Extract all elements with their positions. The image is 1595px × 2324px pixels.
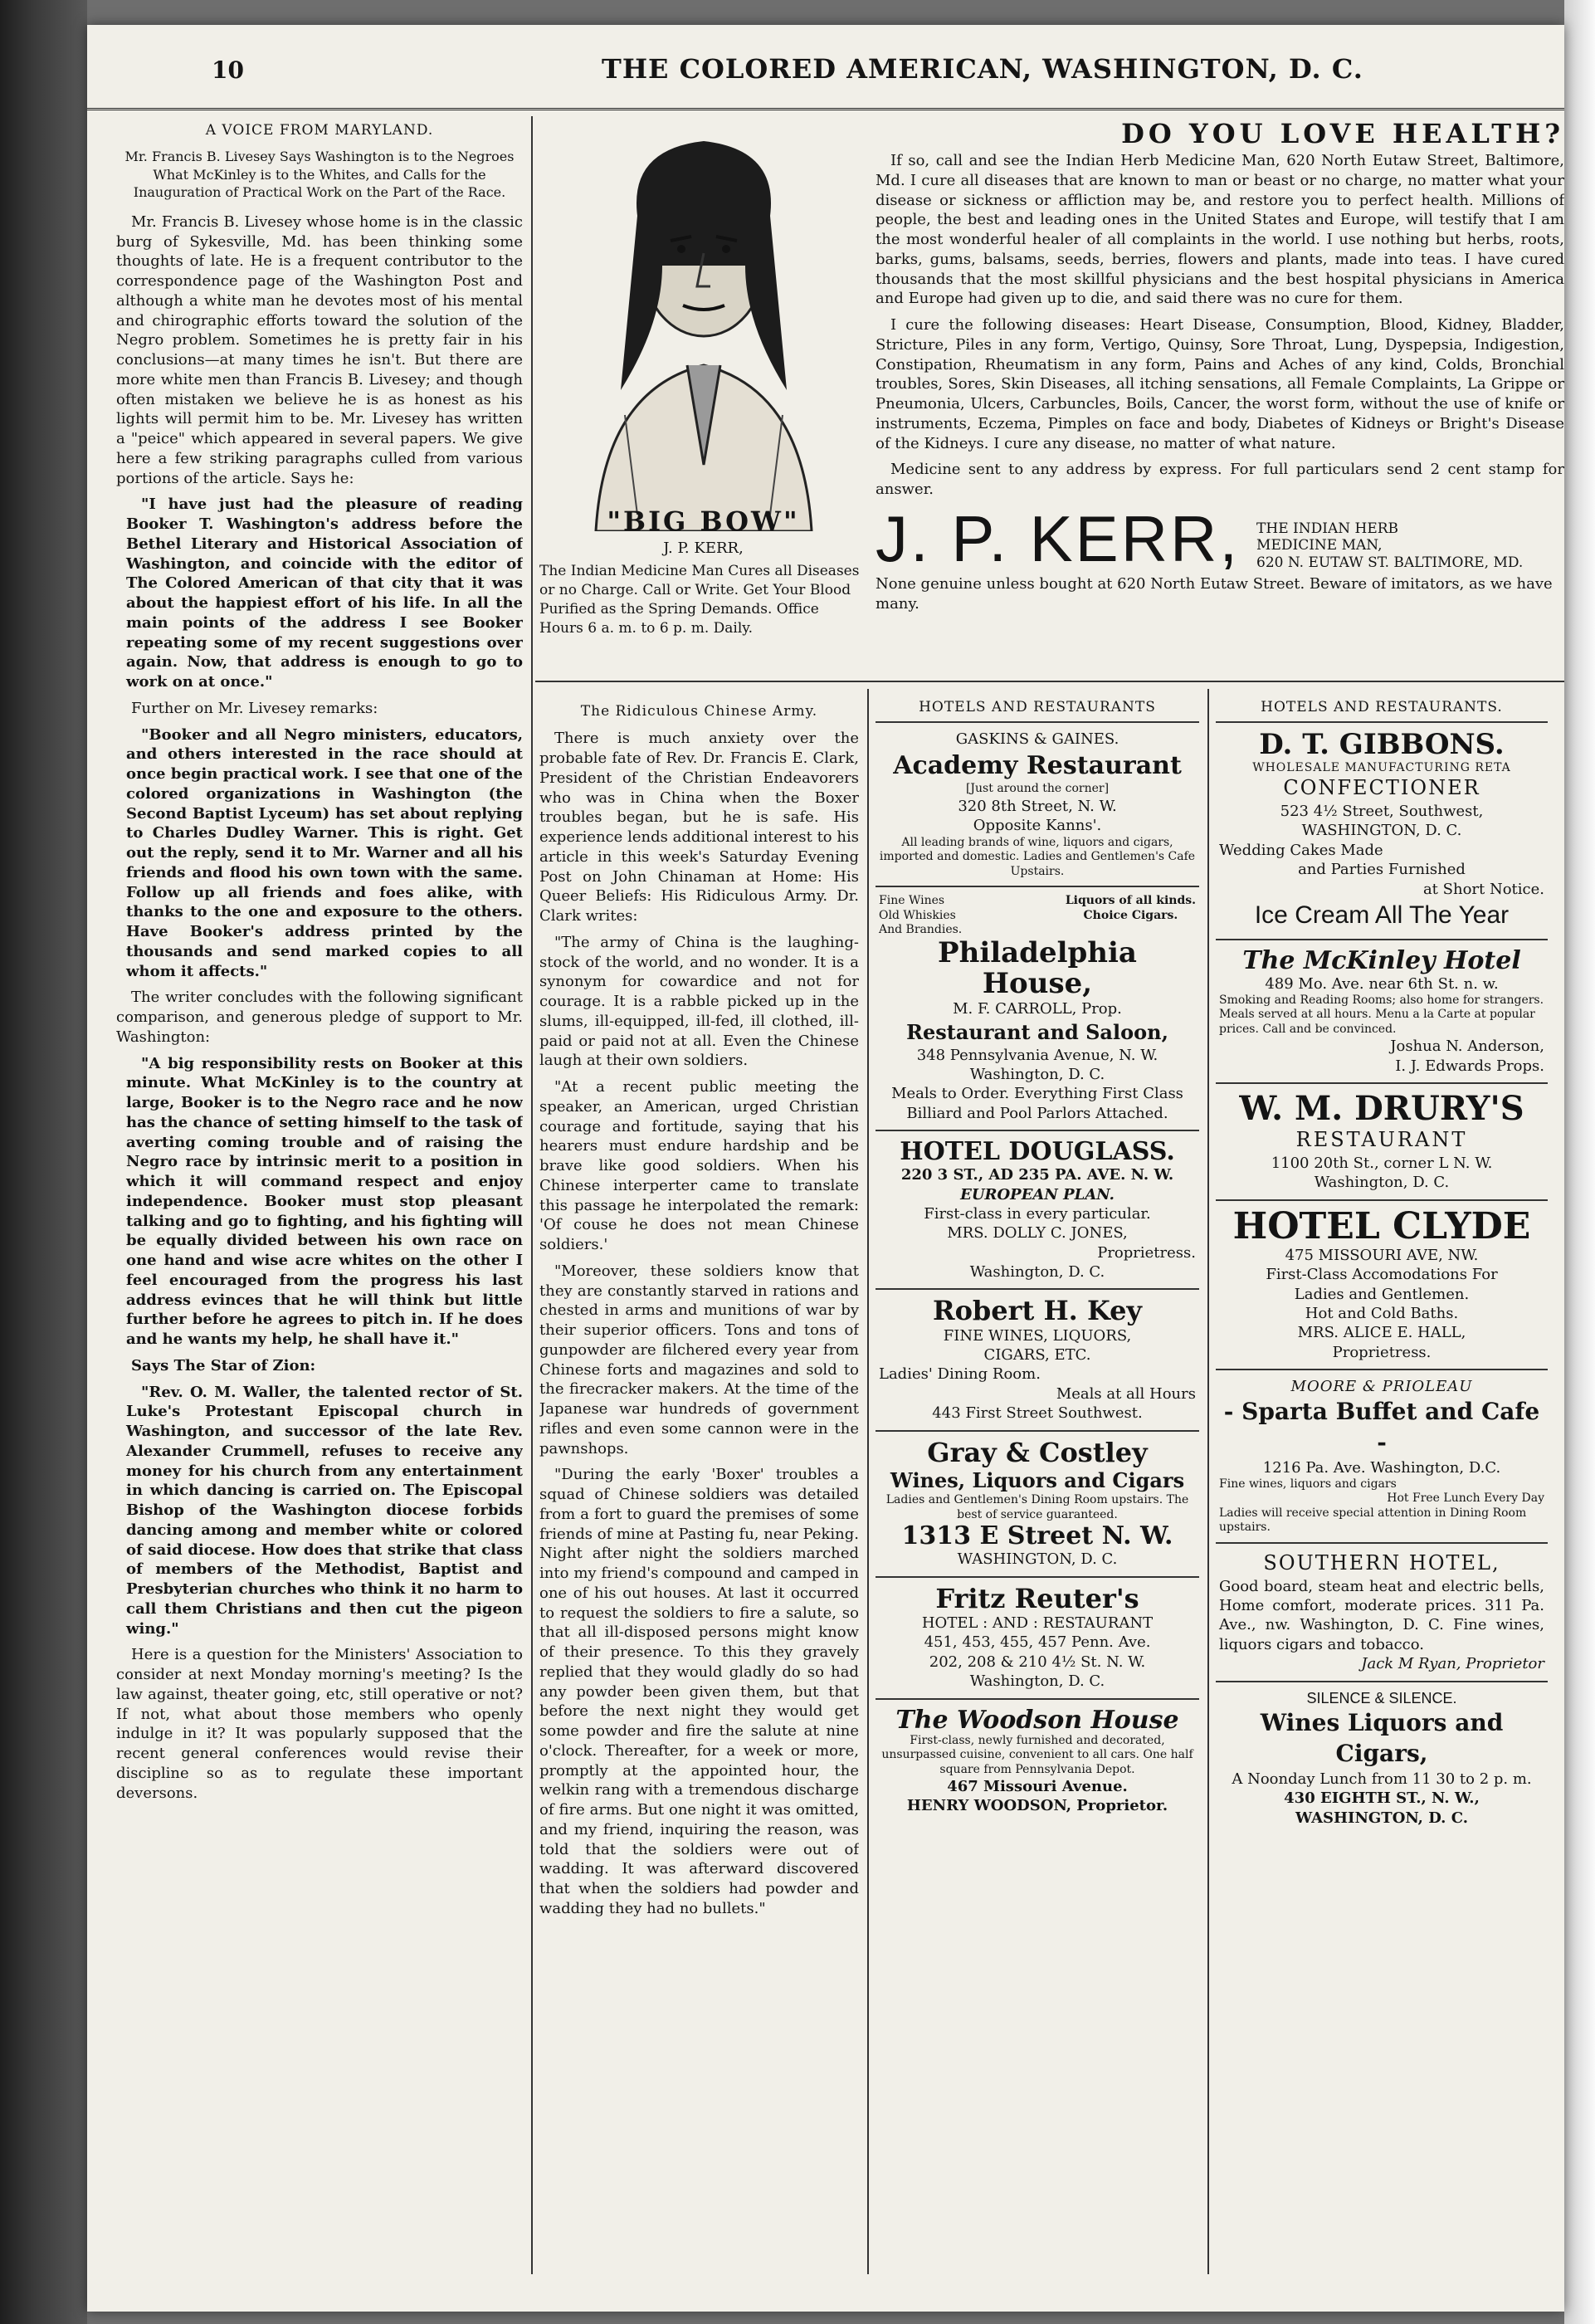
portrait-name: J. P. KERR, bbox=[663, 539, 744, 557]
ad-silence-silence bbox=[1216, 1682, 1548, 1834]
ad-sparta-buffet bbox=[1216, 1370, 1548, 1544]
ad-line: MRS. ALICE E. HALL, bbox=[1297, 1324, 1466, 1342]
ad-gray-costley bbox=[876, 1432, 1199, 1578]
ad-southern-hotel bbox=[1216, 1544, 1548, 1682]
ad-line: Liquors of all kinds. bbox=[1065, 894, 1196, 908]
ad-line: All leading brands of wine, liquors and cigars, imported and domestic. Ladies and Gentlemen's Cafe Upstairs. bbox=[879, 835, 1196, 878]
ad-title: MEDICINE MAN, bbox=[1256, 537, 1383, 554]
article-subheading: Mr. Francis B. Livesey Says Washington is to the Negroes What McKinley is to the Whites, and Calls for the Inauguration of Practical Work on the Part of the Race. bbox=[124, 149, 515, 200]
ad-line: Ladies' Dining Room. bbox=[879, 1365, 1041, 1384]
ad-mckinley-hotel bbox=[1216, 940, 1548, 1085]
ad-line: Fine wines, liquors and cigars bbox=[1219, 1477, 1397, 1491]
paragraph: The writer concludes with the following significant comparison, and generous pledge of support to Mr. Washington: bbox=[116, 989, 523, 1046]
ad-address: 620 N. EUTAW ST. BALTIMORE, MD. bbox=[1256, 554, 1524, 571]
ad-line: HENRY WOODSON, Proprietor. bbox=[906, 1797, 1168, 1815]
ad-name: Fritz Reuter's bbox=[935, 1582, 1139, 1614]
ad-line: Hot and Cold Baths. bbox=[1305, 1305, 1459, 1323]
ad-name-large: J. P. KERR, bbox=[876, 501, 1241, 575]
ad-line: 475 MISSOURI AVE, NW. bbox=[1285, 1246, 1479, 1264]
column-rule bbox=[867, 689, 869, 2274]
paragraph: "Moreover, these soldiers know that they are constantly starved in rations and chested in arms and munitions of war by their superior officers. Tons and tons of gunpowder are filchered every year from Chinese forts and magazines and sold to the firecracker makers. At the time of the Japanese war hundreds of government rifles and even some cannon were in the pawnshops. bbox=[539, 1262, 859, 1457]
column-rule bbox=[1207, 689, 1209, 2274]
ad-line: Wines, Liquors and Cigars bbox=[890, 1467, 1185, 1492]
ad-line: A Noonday Lunch from 11 30 to 2 p. m. bbox=[1232, 1770, 1532, 1788]
ad-line: Washington, D. C. bbox=[969, 1065, 1105, 1083]
ad-line: 1313 E Street N. W. bbox=[901, 1521, 1173, 1551]
ad-line: Smoking and Reading Rooms; also home for strangers. Meals served at all hours. Menu a la Carte at popular prices. Call and be convinced. bbox=[1219, 993, 1544, 1036]
ad-line: Choice Cigars. bbox=[1083, 908, 1178, 922]
ad-hotel-douglass bbox=[876, 1131, 1199, 1290]
ad-title: THE INDIAN HERB bbox=[1256, 520, 1399, 537]
ad-line: Ladies and Gentlemen's Dining Room upstairs. The best of service guaranteed. bbox=[885, 1493, 1189, 1521]
ad-name: HOTEL DOUGLASS. bbox=[900, 1137, 1175, 1167]
ad-line: Jack M Ryan, Proprietor bbox=[1361, 1655, 1544, 1673]
ad-line: Good board, steam heat and electric bells, Home comfort, moderate prices. 311 Pa. Ave., nw. Washington, D. C. Fine wines, liquors cigars and tobacco. bbox=[1219, 1577, 1544, 1653]
paragraph: "A big responsibility rests on Booker at this minute. What McKinley is to the country at large, Booker is to the Negro race and he now has the chance of setting himself to the task of averting coming trouble and of raising the Negro race by intrinsic merit to a position in which it will command respect and enjoy independence. Booker must stop pleasant talking and go to fighting, and his fighting will be equally divided between his own race on one hand and wise acre whites on the other I feel encouraged from the progress his last address evinces that he will think but little further before he agrees to pitch in. If he does and he wants my help, he shall have it." bbox=[126, 1054, 523, 1349]
ad-line: 1100 20th St., corner L N. W. bbox=[1271, 1154, 1493, 1172]
ad-name: HOTEL CLYDE bbox=[1232, 1204, 1531, 1247]
ad-gibbons-confectioner bbox=[1216, 723, 1548, 940]
portrait-caption: "BIG BOW" bbox=[607, 505, 800, 537]
ad-line: 220 3 ST., AD 235 PA. AVE. N. W. bbox=[900, 1166, 1174, 1184]
ad-line: 467 Missouri Avenue. bbox=[947, 1778, 1128, 1796]
ad-line: 451, 453, 455, 457 Penn. Ave. bbox=[924, 1633, 1151, 1652]
ad-line: 1216 Pa. Ave. Washington, D.C. bbox=[1262, 1458, 1501, 1477]
ad-line: WASHINGTON, D. C. bbox=[1301, 822, 1462, 840]
paragraph: Further on Mr. Livesey remarks: bbox=[131, 699, 378, 717]
ad-name: Wines Liquors and Cigars, bbox=[1260, 1708, 1504, 1767]
ad-name: SOUTHERN HOTEL, bbox=[1263, 1550, 1500, 1575]
ad-line: First-class in every particular. bbox=[924, 1204, 1151, 1223]
portrait-blurb: The Indian Medicine Man Cures all Diseases or no Charge. Call or Write. Get Your Blood Purified as the Spring Demands. Office Hours 6 a. m. to 6 p. m. Daily. bbox=[539, 562, 860, 637]
paragraph: "Booker and all Negro ministers, educators, and others interested in the race should at once begin practical work. I see that one of the colored organizations in Washington (the Second Baptist Lyceum) has set about replying to Charles Dudley Warner. This is right. Get out the reply, send it to Mr. Warner and all his friends and flood his own town with the same. Follow up all friends and foes alike, with thanks to the one and exposure to the others. Have Booker's address printed by the thousands and send marked copies to all whom it affects." bbox=[126, 725, 523, 980]
portrait-block bbox=[539, 116, 867, 672]
ad-line: Ice Cream All The Year bbox=[1254, 901, 1510, 929]
ad-line: Meals at all Hours bbox=[1056, 1384, 1196, 1403]
ad-line: EUROPEAN PLAN. bbox=[960, 1185, 1115, 1204]
ad-line: Old Whiskies bbox=[879, 908, 956, 922]
page-number: 10 bbox=[212, 56, 244, 84]
ad-line: 320 8th Street, N. W. bbox=[958, 797, 1117, 815]
ad-line: GASKINS & GAINES. bbox=[955, 730, 1119, 749]
ad-line: Meals to Order. Everything First Class bbox=[891, 1085, 1183, 1103]
ad-name: The Woodson House bbox=[895, 1705, 1179, 1735]
ad-line: And Brandies. bbox=[879, 923, 963, 937]
ad-hotel-clyde bbox=[1216, 1201, 1548, 1371]
ad-footer: None genuine unless bought at 620 North Eutaw Street. Beware of imitators, as we have many. bbox=[876, 574, 1553, 613]
ads-column-4 bbox=[1216, 693, 1548, 2270]
ad-philadelphia-house bbox=[876, 887, 1199, 1131]
ad-line: Ladies will receive special attention in Dining Room upstairs. bbox=[1219, 1506, 1527, 1535]
ad-line: and Parties Furnished bbox=[1298, 861, 1466, 879]
ad-line: 430 EIGHTH ST., N. W., bbox=[1284, 1789, 1480, 1808]
article-heading: A VOICE FROM MARYLAND. bbox=[205, 122, 434, 139]
paragraph: "Rev. O. M. Waller, the talented rector of St. Luke's Protestant Episcopal church in Washington, and successor of the late Rev. Alexander Crummell, refuses to receive any money for his church from any entertainment in which dancing is carried on. The Episcopal Bishop of the Washington diocese forbids dancing among and member white or colored of said diocese. How does that strike that class of members of the Methodist, Baptist and Presbyterian churches who think it no harm to call them Christians and then cut the pigeon wing." bbox=[126, 1383, 523, 1638]
ad-name: The McKinley Hotel bbox=[1242, 945, 1521, 975]
ad-line: Washington, D. C. bbox=[969, 1263, 1105, 1282]
book-spine-shadow bbox=[0, 0, 87, 2324]
ads-column-3 bbox=[876, 693, 1199, 2270]
ad-name: Philadelphia House, bbox=[938, 935, 1137, 1001]
ad-line: 523 4½ Street, Southwest, bbox=[1280, 803, 1484, 820]
ad-line: Proprietress. bbox=[1332, 1343, 1432, 1361]
ad-academy-restaurant bbox=[876, 723, 1199, 887]
ad-do-you-love-health bbox=[876, 116, 1564, 681]
ad-heading: DO YOU LOVE HEALTH? bbox=[1121, 118, 1564, 149]
paragraph: Mr. Francis B. Livesey whose home is in the classic burg of Sykesville, Md. has been thinking some thoughts of late. He is a frequent contributor to the correspondence page of the Washington Post and although a white man he devotes most of his mental and chirographic efforts toward the solution of the Negro problem. Sometimes he is pretty fair in his conclusions—at many times he isn't. But there are more white men than Francis B. Livesey; and though often mistaken we believe he is as honest as his lights will permit him to be. Mr. Livesey has written a "peice" which appeared in several papers. We give here a few striking paragraphs culled from various portions of the article. Says he: bbox=[116, 212, 523, 487]
ad-name: Gray & Costley bbox=[927, 1436, 1148, 1468]
paragraph: "During the early 'Boxer' troubles a squad of Chinese soldiers was detailed from a fort to guard the premises of some friends of mine at Pasting fu, near Peking. Night after night the soldiers marched into my friend's compound and camped in one of his out houses. At last it occurred to request the soldiers to fire a salute, so that all ill-disposed persons might know of their presence. To this they gravely replied that they would gladly do so had any powder been given them, but that before the next night they would get some powder and fire the salute at nine o'clock. Thereafter, for a week or more, promptly at the appointed hour, the welkin rang with a tremendous discharge of fire arms. But one night it was omitted, and my friend, inquiring the reason, was told that the soldiers were out of wadding. It was afterward discovered that when the soldiers had powder and wadding they had no bullets." bbox=[539, 1466, 859, 1917]
column-rule bbox=[531, 116, 533, 2274]
ad-line: Opposite Kanns'. bbox=[973, 817, 1102, 835]
column-heading: HOTELS AND RESTAURANTS bbox=[876, 698, 1199, 723]
article-heading: The Ridiculous Chinese Army. bbox=[580, 703, 818, 720]
ad-line: FINE WINES, LIQUORS, bbox=[943, 1326, 1132, 1345]
ad-line: SILENCE & SILENCE. bbox=[1306, 1689, 1457, 1706]
ad-line: MRS. DOLLY C. JONES, bbox=[947, 1224, 1128, 1243]
ad-name: Academy Restaurant bbox=[893, 750, 1182, 780]
ad-paragraph: If so, call and see the Indian Herb Medicine Man, 620 North Eutaw Street, Baltimore, Md. I cure all diseases that are known to man or beast or no charge, no matter what your disease or sickness or affliction may be, and restore you to perfect health. Millions of people, the best and leading ones in the United States and Europe, will testify that I am the most wonderful healer of all complaints in the world. I use nothing but herbs, roots, barks, gums, balsams, seeds, berries, flowers and plants, made into teas. I have cured thousands that the most skillful physicians and the best hospital physicians in America and Europe had given up to die, and said there was no cure for them. bbox=[876, 152, 1564, 308]
ad-name: W. M. DRURY'S bbox=[1239, 1089, 1524, 1129]
ad-robert-key bbox=[876, 1290, 1199, 1431]
ad-line: M. F. CARROLL, Prop. bbox=[953, 1000, 1122, 1018]
column-heading: HOTELS AND RESTAURANTS. bbox=[1216, 698, 1548, 723]
ad-line: 489 Mo. Ave. near 6th St. n. w. bbox=[1265, 974, 1499, 993]
ad-line: First-Class Accomodations For bbox=[1266, 1266, 1498, 1284]
ad-line: 202, 208 & 210 4½ St. N. W. bbox=[929, 1653, 1146, 1671]
ad-line: Hot Free Lunch Every Day bbox=[1387, 1492, 1544, 1506]
ad-line: MOORE & PRIOLEAU bbox=[1290, 1378, 1473, 1396]
scan-margin bbox=[1564, 0, 1595, 2324]
ad-line: Restaurant and Saloon, bbox=[906, 1019, 1168, 1044]
ad-line: WASHINGTON, D. C. bbox=[957, 1550, 1118, 1569]
ad-line: WHOLESALE MANUFACTURING RETA bbox=[1252, 760, 1511, 774]
ad-line: First-class, newly furnished and decorated, unsurpassed cuisine, convenient to all cars. One half square from Pennsylvania Depot. bbox=[881, 1733, 1193, 1776]
ad-line: Joshua N. Anderson, bbox=[1390, 1038, 1544, 1056]
ad-line: Proprietress. bbox=[1097, 1243, 1196, 1262]
ad-name: - Sparta Buffet and Cafe - bbox=[1223, 1397, 1540, 1456]
ad-line: 443 First Street Southwest. bbox=[932, 1404, 1143, 1423]
ad-name: D. T. GIBBONS. bbox=[1259, 728, 1505, 762]
ad-line: HOTEL : AND : RESTAURANT bbox=[921, 1614, 1154, 1633]
article-voice-from-maryland bbox=[116, 116, 523, 2274]
ad-line: Ladies and Gentlemen. bbox=[1294, 1285, 1470, 1303]
ad-line: RESTAURANT bbox=[1295, 1128, 1468, 1152]
paragraph: "At a recent public meeting the speaker, an American, urged Christian courage and fortitude, saying that his hearers must endure hardship and be brave like good soldiers. When his Chinese interperter came to translate this passage he interpolated the remark: 'Of couse he does not mean Chinese soldiers.' bbox=[539, 1078, 859, 1254]
ad-drurys-restaurant bbox=[1216, 1084, 1548, 1200]
ad-woodson-house bbox=[876, 1700, 1199, 1823]
paragraph: There is much anxiety over the probable fate of Rev. Dr. Francis E. Clark, President of the Christian Endeavorers who was in China when the Boxer troubles began, but he is safe. His experience lends additional interest to his article in this week's Saturday Evening Post on John Chinaman at Home: His Queer Beliefs: His Ridiculous Army. Dr. Clark writes: bbox=[539, 730, 859, 925]
paragraph: "I have just had the pleasure of reading Booker T. Washington's address before the Bethel Literary and Historical Association of Washington, and coincide with the editor of The Colored American of that city that it was about the happiest effort of his life. In all the main points of the address I see Booker repeating some of my recent suggestions over again. Now, that address is enough to go to work on at once." bbox=[126, 496, 523, 691]
ad-line: Wedding Cakes Made bbox=[1219, 841, 1383, 859]
ad-name: Robert H. Key bbox=[932, 1295, 1143, 1327]
paragraph: Says The Star of Zion: bbox=[131, 1356, 316, 1374]
ad-line: WASHINGTON, D. C. bbox=[1295, 1809, 1468, 1827]
article-chinese-army bbox=[539, 697, 859, 2274]
ad-line: [Just around the corner] bbox=[965, 782, 1110, 796]
ad-line: 348 Pennsylvania Avenue, N. W. bbox=[916, 1046, 1158, 1064]
section-rule bbox=[535, 681, 1564, 682]
ad-paragraph: Medicine sent to any address by express. For full particulars send 2 cent stamp for answer. bbox=[876, 461, 1564, 499]
paragraph: Here is a question for the Ministers' Association to consider at next Monday morning's meeting? Is the law against, theater going, etc, still operative or not? If not, what about those members who openly indulge in it? It was popularly supposed that the recent general conferences would revise their discipline so as to regulate these important deversons. bbox=[116, 1646, 523, 1802]
newspaper-page bbox=[87, 25, 1564, 2312]
ad-line: Washington, D. C. bbox=[1314, 1174, 1450, 1192]
ad-line: CONFECTIONER bbox=[1283, 776, 1480, 800]
portrait-illustration-icon bbox=[546, 116, 861, 531]
ad-line: Billiard and Pool Parlors Attached. bbox=[906, 1104, 1168, 1122]
paragraph: "The army of China is the laughing-stock of the world, and no wonder. It is a synonym for cowardice and not for courage. It is a rabble picked up in the slums, ill-equipped, ill-fed, ill clothed, ill-paid or paid not at all. Even the Chinese laugh at their own soldiers. bbox=[539, 933, 859, 1070]
ad-line: at Short Notice. bbox=[1422, 880, 1544, 898]
ad-paragraph: I cure the following diseases: Heart Disease, Consumption, Blood, Kidney, Bladder, Stricture, Piles in any form, Vertigo, Quinsy, Sore Throat, Lung, Dyspepsia, Indigestion, Constipation, Rheumatism in any form, Pains and Aches of any kind, Colds, Bronchial troubles, Sores, Skin Diseases, all itching sensations, all Female Complaints, La Grippe or Pneumonia, Ulcers, Carbuncles, Boils, Cancer, the worst form, without the use of knife or instruments, Eczema, Pimples on face and body, Diabetes of Kidneys or Bright's Disease of the Kidneys. I cure any disease, no matter of what nature. bbox=[876, 316, 1564, 452]
ad-line: CIGARS, ETC. bbox=[983, 1346, 1091, 1365]
ad-line: Fine Wines bbox=[879, 894, 945, 908]
ad-line: Washington, D. C. bbox=[969, 1672, 1105, 1691]
newspaper-title: THE COLORED AMERICAN, WASHINGTON, D. C. bbox=[602, 53, 1363, 85]
ad-fritz-reuters bbox=[876, 1578, 1199, 1700]
ad-line: I. J. Edwards Props. bbox=[1395, 1057, 1544, 1075]
